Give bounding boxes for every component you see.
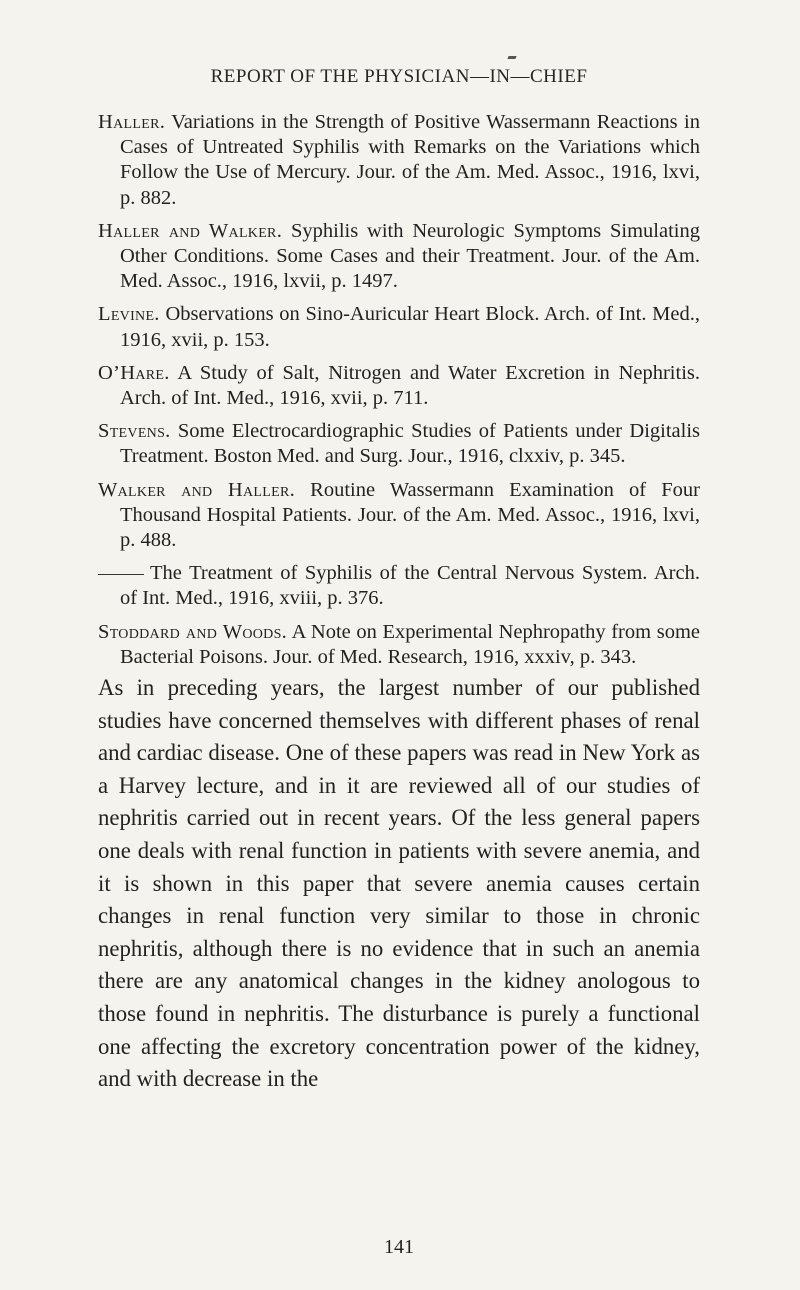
reference-author: O’Hare.: [98, 361, 170, 384]
reference-author: Levine.: [98, 303, 160, 326]
reference-author: Haller.: [98, 111, 166, 133]
reference-author: Haller and Walker.: [98, 219, 283, 242]
reference-text: Some Electrocardiographic Studies of Patients under Digitalis Treatment. Boston Med. and Surg. Jour., 1916, clxxiv, p. 345.: [120, 420, 700, 468]
reference-text: Variations in the Strength of Positive Wassermann Reactions in Cases of Untreated Syphilis with Remarks on the Variations which Follow the Use of Mercury. Jour. of the Am. Med. Assoc., 1916, lxvi, p. 882.: [120, 111, 700, 209]
reference-text: A Note on Experimental Nephropathy from some Bacterial Poisons. Jour. of Med. Research, 1916, xxxiv, p. 343.: [120, 620, 700, 668]
reference-list: [98, 110, 700, 678]
reference-entry: [98, 478, 700, 554]
reference-entry-ditto: [98, 561, 700, 611]
body-paragraph: As in preceding years, the largest number of our published studies have concerned themselves with different phases of renal and cardiac disease. One of these papers was read in New York as a Harvey lecture, and in it are reviewed all of our studies of nephritis carried out in recent years. Of the less general papers one deals with renal function in patients with severe anemia, and it is shown in this paper that severe anemia causes certain changes in renal function very similar to those in chronic nephritis, although there is no evidence that in such an anemia there are any anatomical changes in the kidney anologous to those found in nephritis. The disturbance is purely a functional one affecting the excretory concentration power of the kidney, and with decrease in the: [98, 675, 700, 1092]
reference-entry: [98, 110, 700, 211]
reference-entry: [98, 361, 700, 411]
running-head: REPORT OF THE PHYSICIAN—IN—CHIEF: [210, 66, 588, 87]
reference-text: Syphilis with Neurologic Symptoms Simulating Other Conditions. Some Cases and their Treatment. Jour. of the Am. Med. Assoc., 1916, lxvii, p. 1497.: [120, 219, 700, 293]
reference-author: Stoddard and Woods.: [98, 620, 288, 643]
reference-author: Stevens.: [98, 420, 171, 443]
reference-entry: [98, 219, 700, 295]
page-number: 141: [384, 1236, 414, 1258]
reference-text: Observations on Sino-Auricular Heart Block. Arch. of Int. Med., 1916, xvii, p. 153.: [120, 303, 701, 351]
ditto-dash: [98, 574, 144, 575]
reference-entry: [98, 620, 700, 670]
reference-text: A Study of Salt, Nitrogen and Water Excretion in Nephritis. Arch. of Int. Med., 1916, xvii, p. 711.: [120, 361, 700, 410]
reference-text: Routine Wassermann Examination of Four Thousand Hospital Patients. Jour. of the Am. Med. Assoc., 1916, lxvi, p. 488.: [120, 478, 700, 552]
print-mark: [507, 56, 516, 59]
reference-text: The Treatment of Syphilis of the Central Nervous System. Arch. of Int. Med., 1916, xviii, p. 376.: [120, 562, 700, 610]
reference-entry: [98, 302, 700, 352]
reference-author: Walker and Haller.: [98, 478, 296, 501]
reference-entry: [98, 419, 700, 469]
